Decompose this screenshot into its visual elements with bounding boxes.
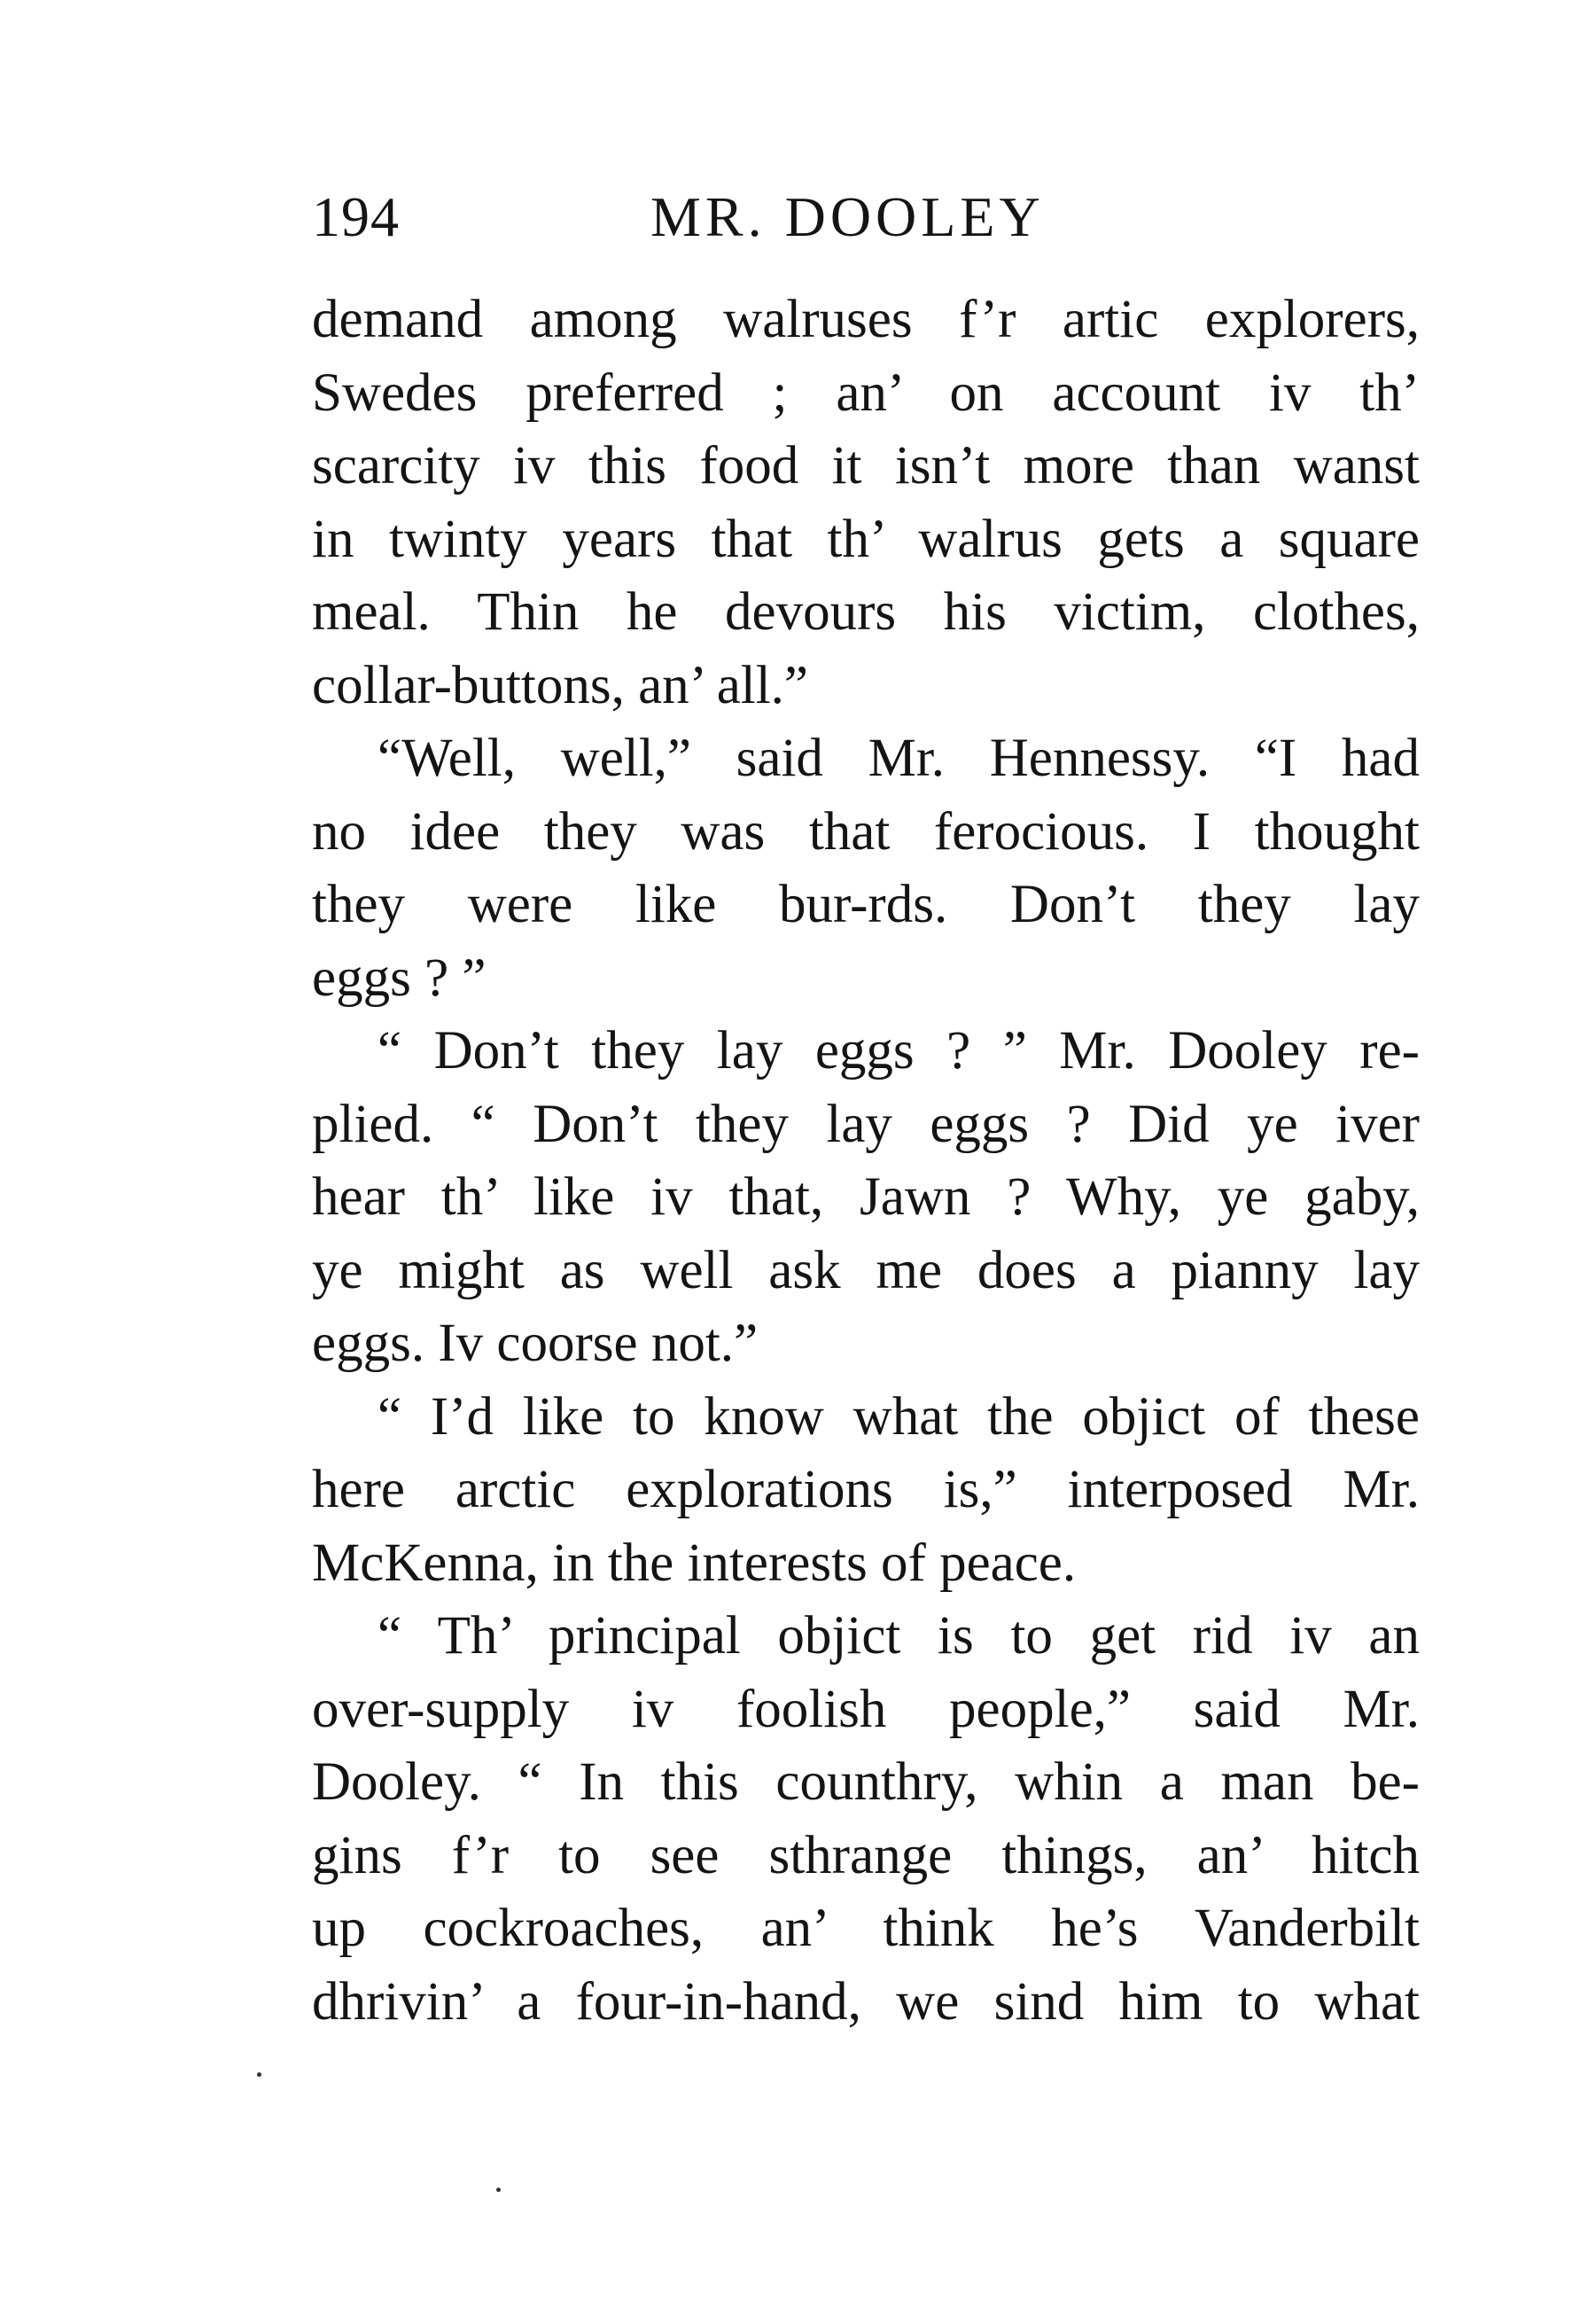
text-line: “ I’d like to know what the objict of these xyxy=(378,1386,1420,1447)
text-line: Swedes preferred ; an’ on account iv th’ xyxy=(312,363,1420,423)
text-line: eggs. Iv coorse not.” xyxy=(312,1314,759,1373)
page-header xyxy=(312,184,1420,273)
text-line: up cockroaches, an’ think he’s Vanderbilt xyxy=(312,1899,1420,1958)
text-line: “ Th’ principal objict is to get rid iv an xyxy=(378,1606,1420,1666)
print-speck xyxy=(257,2072,261,2077)
text-line: Dooley. “ In this counthry, whin a man be- xyxy=(312,1752,1420,1812)
text-line: in twinty years that th’ walrus gets a square xyxy=(312,509,1420,569)
body-text xyxy=(312,284,1420,2039)
text-line: meal. Thin he devours his victim, clothes, xyxy=(312,582,1420,642)
text-line: scarcity iv this food it isn’t more than wanst xyxy=(312,436,1420,495)
text-line: “ Don’t they lay eggs ? ” Mr. Dooley re- xyxy=(378,1021,1420,1080)
text-line: hear th’ like iv that, Jawn ? Why, ye gaby, xyxy=(312,1167,1420,1227)
text-line: they were like bur-rds. Don’t they lay xyxy=(312,875,1420,934)
text-line: dhrivin’ a four-in-hand, we sind him to what xyxy=(312,1971,1420,2032)
text-line: “Well, well,” said Mr. Hennessy. “I had xyxy=(378,729,1420,788)
text-line: collar-buttons, an’ all.” xyxy=(312,655,808,715)
text-line: demand among walruses f’r artic explorers, xyxy=(312,290,1420,349)
page-number: 194 xyxy=(312,185,400,248)
text-line: McKenna, in the interests of peace. xyxy=(312,1533,1077,1593)
text-line: plied. “ Don’t they lay eggs ? Did ye iver xyxy=(312,1094,1420,1154)
text-line: eggs ? ” xyxy=(312,948,487,1008)
print-speck xyxy=(496,2188,501,2192)
text-line: ye might as well ask me does a pianny lay xyxy=(312,1240,1420,1300)
text-line: no idee they was that ferocious. I thought xyxy=(312,801,1420,862)
text-line: gins f’r to see sthrange things, an’ hitch xyxy=(312,1825,1420,1885)
text-line: over-supply iv foolish people,” said Mr. xyxy=(312,1679,1420,1739)
text-line: here arctic explorations is,” interposed Mr. xyxy=(312,1460,1420,1519)
running-head: MR. DOOLEY xyxy=(650,185,1045,248)
